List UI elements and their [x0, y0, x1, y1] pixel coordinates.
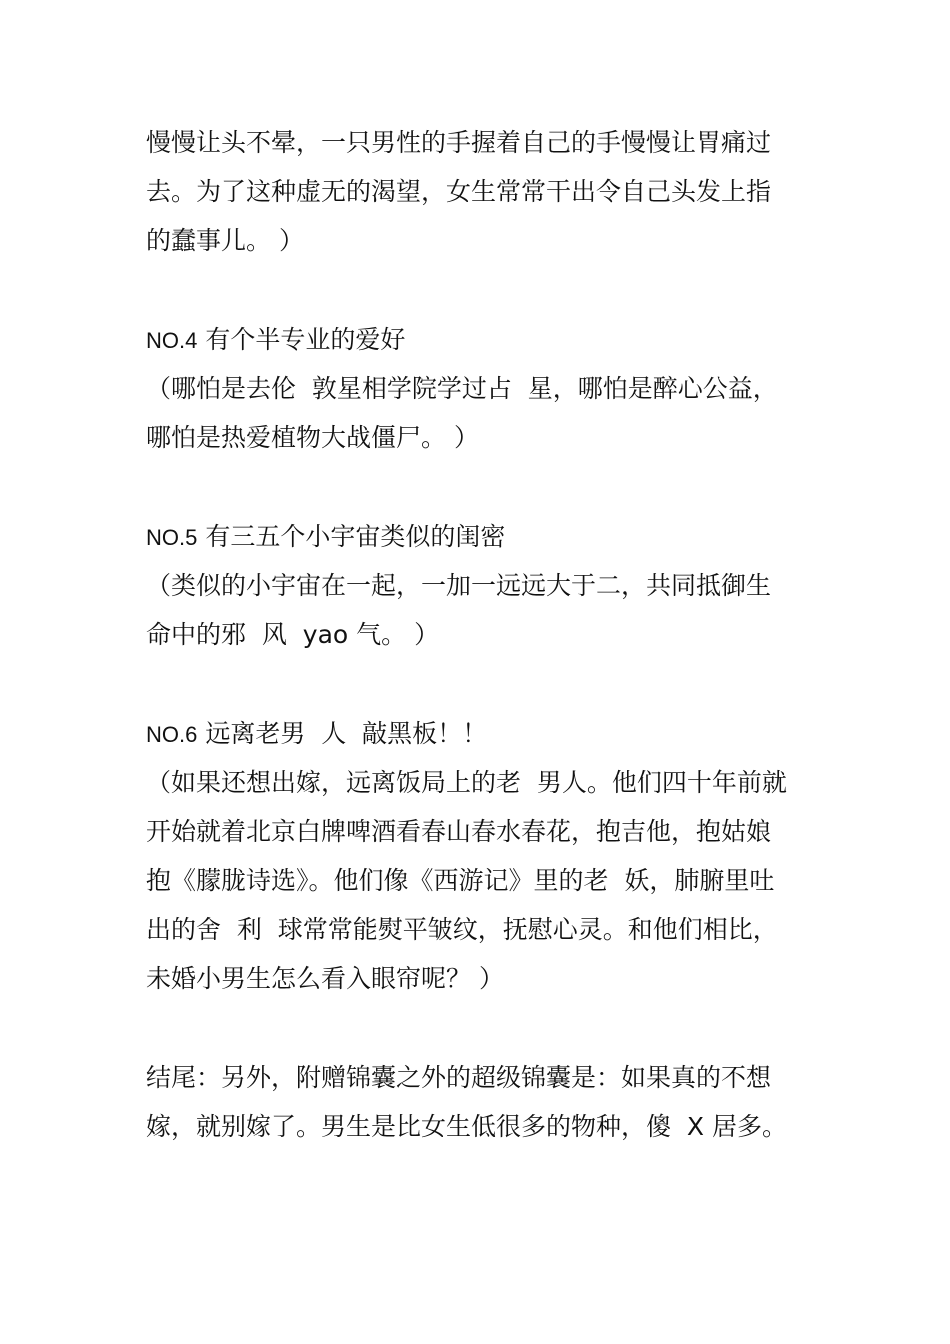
- section-title: 有三五个小宇宙类似的闺密: [205, 522, 506, 551]
- section-heading: [146, 315, 816, 364]
- text-line: 开始就着北京白牌啤酒看春山春水春花，抱吉他，抱姑娘: [146, 817, 772, 846]
- text-line: 未婚小男生怎么看入眼帘呢？ ）: [146, 964, 504, 993]
- section-title: 有个半专业的爱好: [205, 325, 406, 354]
- section-number: NO.5: [146, 525, 198, 550]
- text-line: 嫁，就别嫁了。男生是比女生低很多的物种，傻 X 居多。: [146, 1112, 787, 1141]
- text-line: （类似的小宇宙在一起，一加一远远大于二，共同抵御生: [146, 571, 772, 600]
- ending-paragraph: [146, 1053, 816, 1151]
- text-line: （如果还想出嫁，远离饭局上的老 男人。他们四十年前就: [146, 768, 787, 797]
- section-number: NO.4: [146, 328, 198, 353]
- intro-paragraph: [146, 118, 816, 265]
- section-no4: [146, 315, 816, 462]
- text-line: 去。为了这种虚无的渴望，女生常常干出令自己头发上指: [146, 177, 772, 206]
- text-line: 哪怕是热爱植物大战僵尸。 ）: [146, 423, 479, 452]
- section-number: NO.6: [146, 722, 198, 747]
- text-line: 出的舍 利 球常常能熨平皱纹，抚慰心灵。和他们相比，: [146, 915, 778, 944]
- text-line: 的蠢事儿。 ）: [146, 226, 304, 255]
- section-no5: [146, 512, 816, 659]
- paragraph-gap: [146, 659, 816, 709]
- document-page: [146, 118, 816, 1151]
- text-line: 结尾：另外，附赠锦囊之外的超级锦囊是：如果真的不想: [146, 1063, 772, 1092]
- paragraph-gap: [146, 1003, 816, 1053]
- paragraph-gap: [146, 462, 816, 512]
- section-title: 远离老男 人 敲黑板！！: [205, 719, 488, 748]
- text-line: 命中的邪 风 yao 气。 ）: [146, 620, 440, 649]
- section-heading: [146, 709, 816, 758]
- text-line: 抱《朦胧诗选》。他们像《西游记》里的老 妖，肺腑里吐: [146, 866, 775, 895]
- text-line: （哪怕是去伦 敦星相学院学过占 星，哪怕是醉心公益，: [146, 374, 778, 403]
- section-no6: [146, 709, 816, 1003]
- paragraph-gap: [146, 265, 816, 315]
- text-line: 慢慢让头不晕，一只男性的手握着自己的手慢慢让胃痛过: [146, 128, 772, 157]
- section-heading: [146, 512, 816, 561]
